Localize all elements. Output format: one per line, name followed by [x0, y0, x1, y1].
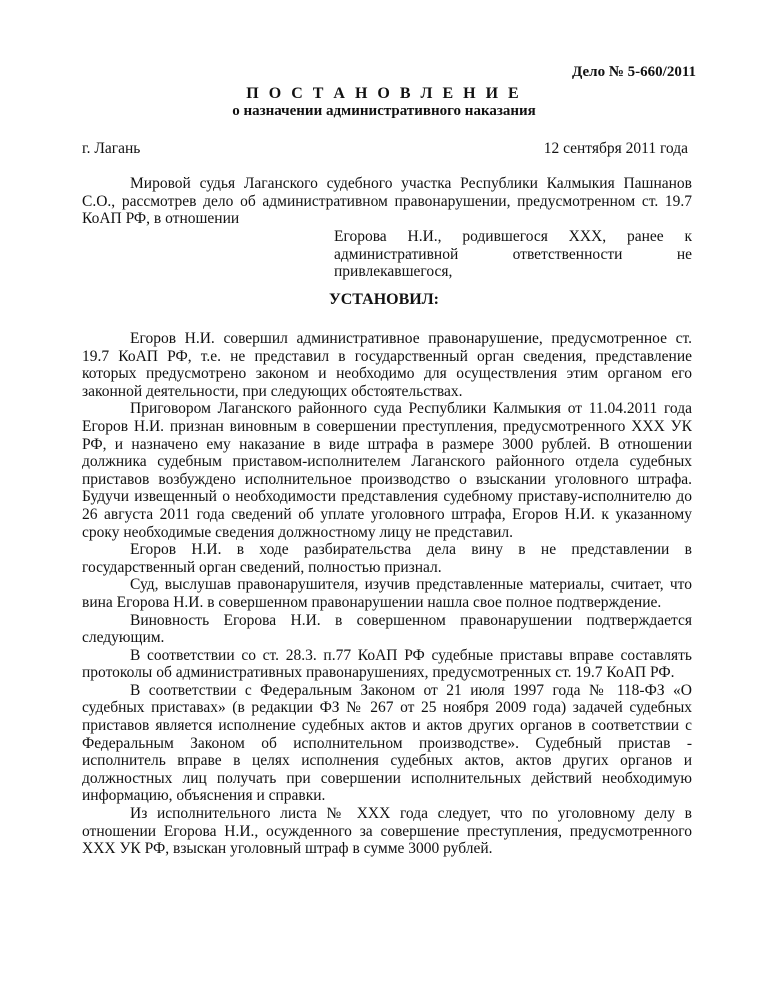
body-paragraph: Егоров Н.И. совершил административное правонарушение, предусмотренное ст. 19.7 КоАП РФ, т.е. не представил в государственный орган сведения, представление которых предусмотрено законом и необходимо для осуществления этим органом его законной деятельности, при следующих обстоятельствах. [82, 330, 692, 400]
intro-paragraph: Мировой судья Лаганского судебного участка Республики Калмыкия Пашнанов С.О., рассмотрев дело об административном правонарушении, предусмотренном ст. 19.7 КоАП РФ, в отношении [82, 175, 692, 228]
case-number: Дело № 5-660/2011 [572, 64, 696, 80]
document-subtitle: о назначении административного наказания [232, 103, 536, 119]
document-date: 12 сентября 2011 года [543, 140, 688, 157]
body-paragraph: Егоров Н.И. в ходе разбирательства дела вину в не представлении в государственный орган сведений, полностью признал. [82, 541, 692, 576]
section-heading: УСТАНОВИЛ: [329, 291, 439, 308]
body-paragraph: Виновность Егорова Н.И. в совершенном правонарушении подтверждается следующим. [82, 611, 692, 647]
body-paragraph: Приговором Лаганского районного суда Республики Калмыкия от 11.04.2011 года Егоров Н.И. признан виновным в совершении преступления, предусмотренного ХХХ УК РФ, и назначено ему наказание в виде штрафа в размере 3000 рублей. В отношении должника судебным приставом-исполнителем Лаганского районного отдела судебных приставов возбуждено исполнительное производство о взыскании уголовного штрафа. Будучи извещенный о необходимости представления судебному приставу-исполнителю до 26 августа 2011 года сведений об уплате уголовного штрафа, Егоров Н.И. к указанному сроку необходимые сведения должностному лицу не представил. [82, 400, 692, 541]
body-paragraph: В соответствии со ст. 28.3. п.77 КоАП РФ судебные приставы вправе составлять протоколы об административных правонарушениях, предусмотренных ст. 19.7 КоАП РФ. [82, 646, 692, 682]
defendant-block: Егорова Н.И., родившегося ХХХ, ранее к административной ответственности не привлекавшегося, [334, 228, 692, 281]
body-paragraph: В соответствии с Федеральным Законом от 21 июля 1997 года № 118-ФЗ «О судебных приставах» (в редакции ФЗ № 267 от 25 ноября 2009 года) задачей судебных приставов является исполнение судебных актов и актов других органов в соответствии с Федеральным Законом об исполнительном производстве». Судебный пристав - исполнитель вправе в целях исполнения судебных актов, актов других органов и должностных лиц получать при совершении исполнительных действий необходимую информацию, объяснения и справки. [82, 681, 692, 805]
body-paragraph: Суд, выслушав правонарушителя, изучив представленные материалы, считает, что вина Егорова Н.И. в совершенном правонарушении нашла свое полное подтверждение. [82, 576, 692, 611]
document-title: П О С Т А Н О В Л Е Н И Е [246, 85, 522, 102]
document-body [82, 330, 692, 858]
city: г. Лагань [82, 140, 141, 157]
body-paragraph: Из исполнительного листа № ХХХ года следует, что по уголовному делу в отношении Егорова Н.И., осужденного за совершение преступления, предусмотренного ХХХ УК РФ, взыскан уголовный штраф в сумме 3000 рублей. [82, 805, 692, 858]
